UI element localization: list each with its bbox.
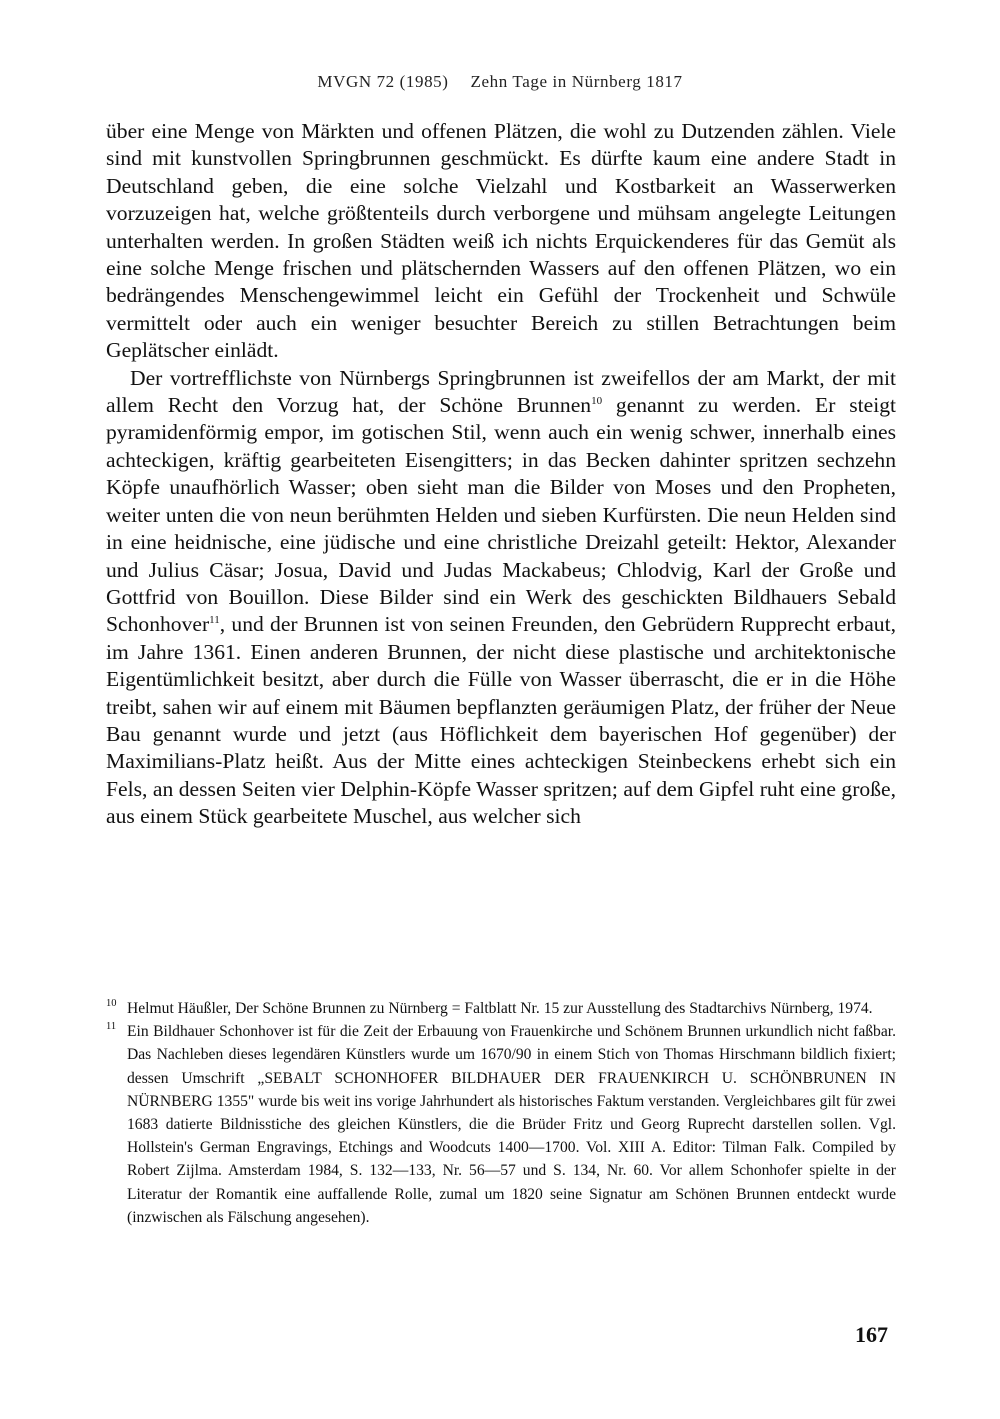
footnote-number: 11 <box>106 1021 117 1033</box>
main-text <box>106 118 896 831</box>
footnote-number: 10 <box>106 998 117 1009</box>
journal-reference: MVGN 72 (1985) <box>317 72 449 91</box>
footnote-10 <box>106 997 896 1020</box>
footnote-text: Helmut Häußler, Der Schöne Brunnen zu Nürnberg = Faltblatt Nr. 15 zur Ausstellung des Stadtarchivs Nürnberg, 1974. <box>127 1000 873 1017</box>
paragraph-2-part-2: genannt zu werden. Er steigt pyramidenförmig empor, im gotischen Stil, wenn auch ein wenig schwer, innerhalb eines achteckigen, kräftig gearbeiteten Eisengitters; in das Becken dahinter spritzen sechzehn Köpfe unaufhörlich Wasser; oben sieht man die Bilder von Moses und den Propheten, weiter unten die von neun berühmten Helden und sieben Kurfürsten. Die neun Helden sind in eine heidnische, eine jüdische und eine christliche Dreizahl geteilt: Hektor, Alexander und Julius Cäsar; Josua, David und Judas Mackabeus; Chlodvig, Karl der Große und Gottfrid von Bouillon. Diese Bilder sind ein Werk des geschickten Bildhauers Sebald Schonhover <box>106 393 896 637</box>
paragraph-1: über eine Menge von Märkten und offenen Plätzen, die wohl zu Dutzenden zählen. Viele sind mit kunstvollen Springbrunnen geschmückt. Es dürfte kaum eine andere Stadt in Deutschland geben, die eine solche Vielzahl und Kostbarkeit an Wasserwerken vorzuzeigen hat, welche größtenteils durch verborgene und mühsam angelegte Leitungen unterhalten werden. In großen Städten weiß ich nichts Erquickenderes für das Gemüt als eine solche Menge frischen und plätschernden Wassers auf den offenen Plätzen, wo ein bedrängendes Menschengewimmel leicht ein Gefühl der Trockenheit und Schwüle vermittelt oder auch ein weniger besuchter Bereich zu stillen Betrachtungen beim Geplätscher einlädt. <box>106 119 896 363</box>
paragraph-2 <box>106 365 896 831</box>
footnote-text: Ein Bildhauer Schonhover ist für die Zeit der Erbauung von Frauenkirche und Schönem Brunnen urkundlich nicht faßbar. Das Nachleben dieses legendären Künstlers wurde um 1670/90 in einem Stich von Thomas Hirschmann bildlich fixiert; dessen Umschrift „SEBALT SCHONHOFER BILDHAUER DER FRAUENKIRCH U. SCHÖNBRUNEN IN NÜRNBERG 1355" wurde bis weit ins vorige Jahrhundert als historisches Faktum verstanden. Vergleichbares gilt für zwei 1683 datierte Bildnisstiche des gleichen Künstlers, die die Brüder Fritz und Georg Ruprecht darstellen sollen. Vgl. Hollstein's German Engravings, Etchings and Woodcuts 1400—1700. Vol. XIII A. Editor: Tilman Falk. Compiled by Robert Zijlma. Amsterdam 1984, S. 132—133, Nr. 56—57 und S. 134, Nr. 60. Vor allem Schonhofer spielte in der Literatur der Romantik eine auffallende Rolle, zumal um 1820 seine Signatur am Schönen Brunnen entdeckt wurde (inzwischen als Fälschung angesehen). <box>127 1023 896 1226</box>
footnote-ref-11[interactable]: 11 <box>209 614 220 627</box>
running-title: Zehn Tage in Nürnberg 1817 <box>470 72 683 91</box>
page-number: 167 <box>855 1322 888 1347</box>
running-header <box>0 72 1000 92</box>
footnote-11 <box>106 1020 896 1229</box>
footnotes <box>106 997 896 1229</box>
paragraph-2-part-3: , und der Brunnen ist von seinen Freunden, den Gebrüdern Rupprecht erbaut, im Jahre 1361. Einen anderen Brunnen, der nicht diese plastische und architektonische Eigentümlichkeit besitzt, aber durch die Fülle von Wasser überrascht, die er in die Höhe treibt, sahen wir auf einem mit Bäumen bepflanzten geräumigen Platz, der früher der Neue Bau genannt wurde und jetzt (aus Höflichkeit dem bayerischen Hof gegenüber) der Maximilians-Platz heißt. Aus der Mitte eines achteckigen Steinbeckens erhebt sich ein Fels, an dessen Seiten vier Delphin-Köpfe Wasser spritzen; auf dem Gipfel ruht eine große, aus einem Stück gearbeitete Muschel, aus welcher sich <box>106 612 896 829</box>
footnote-ref-10[interactable]: 10 <box>591 394 603 407</box>
paragraph-2-part-1: Der vortrefflichste von Nürnbergs Springbrunnen ist zweifellos der am Markt, der mit allem Recht den Vorzug hat, der Schöne Brunnen <box>106 365 896 418</box>
